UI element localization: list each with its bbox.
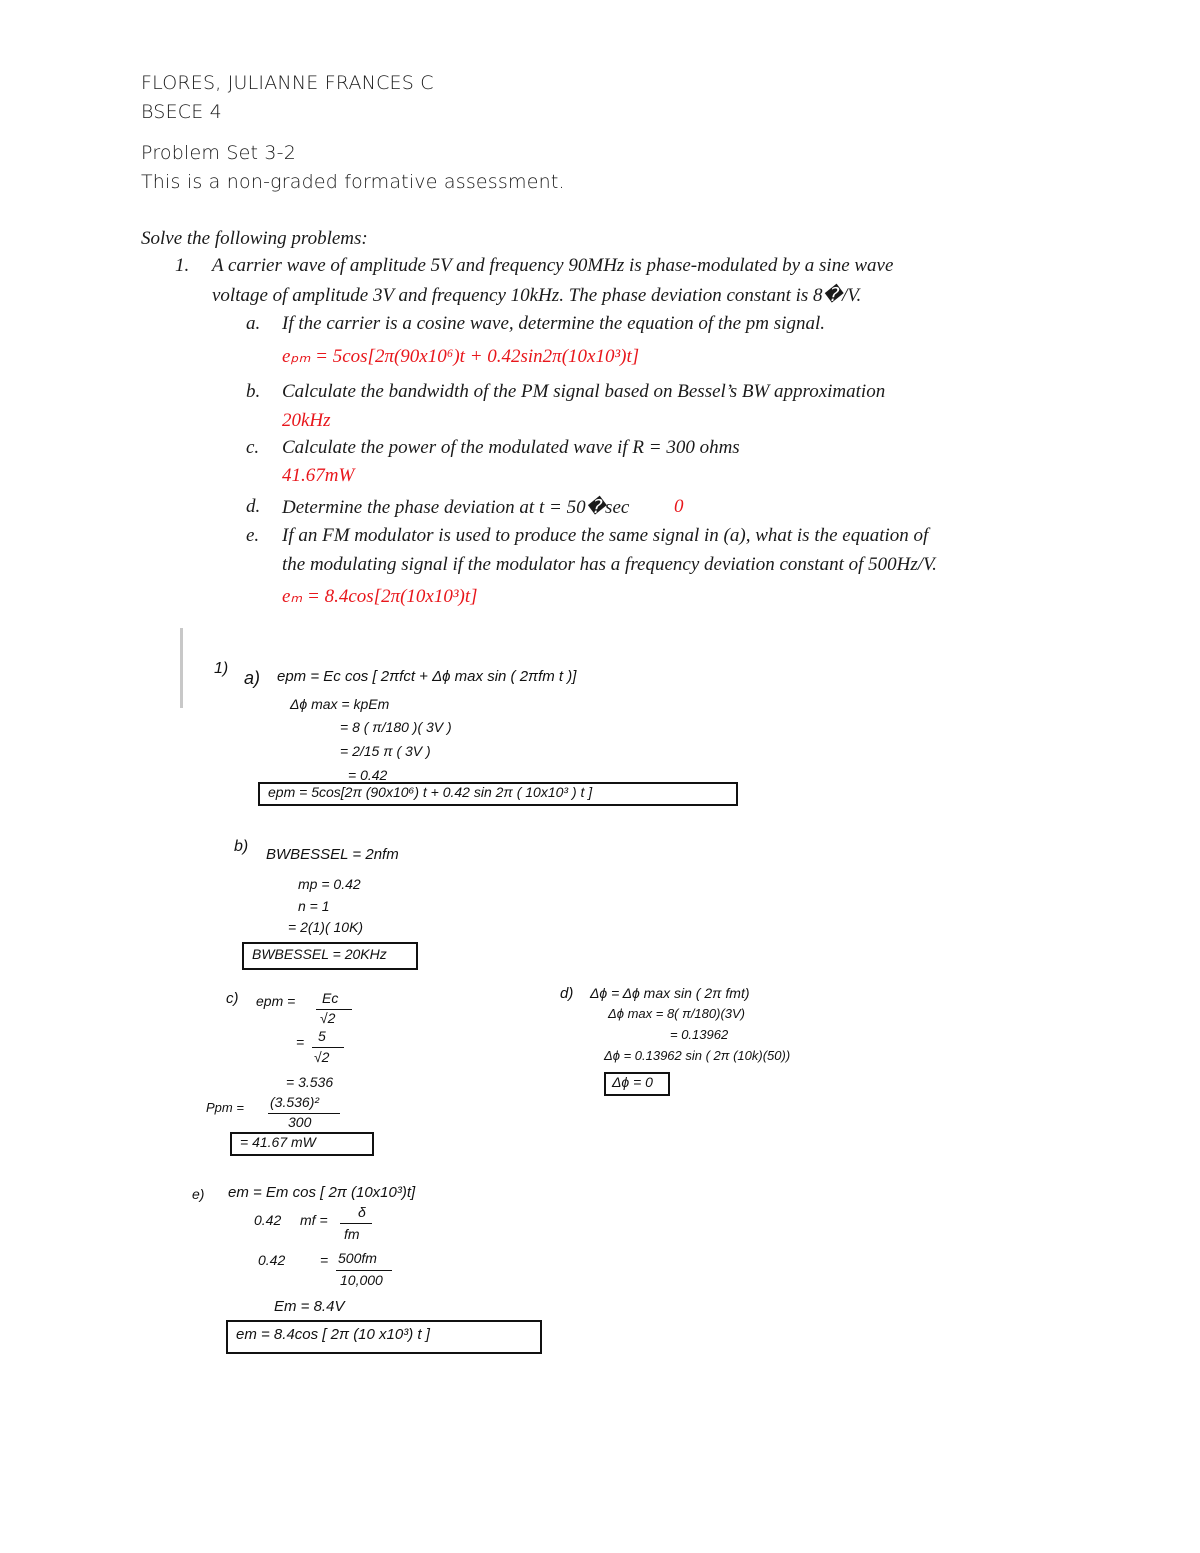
hw-c-den2: √2: [314, 1049, 330, 1065]
hw-c-line1: epm =: [256, 993, 296, 1009]
hw-e-l3a: 0.42: [258, 1252, 286, 1268]
hw-e-line4: Em = 8.4V: [274, 1298, 345, 1315]
hw-c-boxed: = 41.67 mW: [240, 1134, 316, 1150]
hw-c-eq2: =: [296, 1034, 305, 1050]
hw-a-line5: = 0.42: [348, 767, 388, 783]
hw-c-den1: √2: [320, 1010, 336, 1026]
instructions: Solve the following problems:: [141, 228, 368, 249]
hw-e-den2: 10,000: [340, 1272, 383, 1288]
hw-c-line3: = 3.536: [286, 1074, 334, 1090]
part-c-answer: 41.67mW: [282, 465, 355, 486]
problem-number: 1.: [175, 255, 190, 276]
hw-c-den3: 300: [288, 1114, 312, 1130]
hw-b-line3: n = 1: [298, 898, 330, 914]
hw-e-frac2: [336, 1270, 392, 1271]
hw-e-num1: δ: [358, 1204, 366, 1220]
hw-c-ppm: Ppm =: [206, 1100, 244, 1115]
hw-a-label: a): [244, 668, 261, 688]
part-d-answer: 0: [674, 496, 684, 517]
student-section: BSECE 4: [141, 101, 222, 123]
hw-b-line2: mp = 0.42: [298, 876, 361, 892]
part-a-question: If the carrier is a cosine wave, determine the equation of the pm signal.: [282, 313, 825, 334]
part-a-letter: a.: [246, 313, 261, 334]
scan-edge-mark: [180, 628, 183, 708]
hw-e-label: e): [192, 1186, 205, 1202]
hw-d-line3: = 0.13962: [670, 1027, 729, 1042]
hw-problem-label: 1): [214, 660, 229, 677]
part-b-question: Calculate the bandwidth of the PM signal based on Bessel’s BW approximation: [282, 381, 886, 402]
problem-text-line2: voltage of amplitude 3V and frequency 10kHz. The phase deviation constant is 8�/V.: [212, 285, 862, 306]
part-c-letter: c.: [246, 437, 260, 458]
hw-d-line2: Δϕ max = 8( π/180)(3V): [608, 1006, 746, 1021]
student-name: FLORES, JULIANNE FRANCES C: [141, 72, 434, 94]
part-b-letter: b.: [246, 381, 261, 402]
part-c-question: Calculate the power of the modulated wave if R = 300 ohms: [282, 437, 740, 458]
hw-b-label: b): [234, 838, 249, 855]
hw-c-num2: 5: [318, 1028, 326, 1044]
hw-d-line1: Δϕ = Δϕ max sin ( 2π fmt): [590, 985, 750, 1001]
part-e-answer: eₘ = 8.4cos[2π(10x10³)t]: [282, 586, 478, 607]
hw-e-frac1: [340, 1223, 372, 1224]
hw-d-boxed: Δϕ = 0: [612, 1074, 653, 1090]
hw-e-l3b: =: [320, 1252, 329, 1268]
hw-a-line3: = 8 ( π/180 )( 3V ): [340, 719, 452, 735]
problem-set-title: Problem Set 3-2: [141, 142, 296, 164]
hw-a-line4: = 2/15 π ( 3V ): [340, 743, 431, 759]
hw-c-label: c): [226, 990, 239, 1007]
hw-e-line1: em = Em cos [ 2π (10x10³)t]: [228, 1184, 416, 1201]
part-b-answer: 20kHz: [282, 410, 331, 431]
hw-e-l2a: 0.42: [254, 1212, 282, 1228]
hw-b-line4: = 2(1)( 10K): [288, 919, 364, 935]
hw-e-den1: fm: [344, 1226, 360, 1242]
hw-e-l2b: mf =: [300, 1212, 328, 1228]
part-e-question-line1: If an FM modulator is used to produce the same signal in (a), what is the equation of: [282, 525, 929, 546]
part-e-letter: e.: [246, 525, 260, 546]
hw-a-line2: Δϕ max = kpEm: [290, 696, 390, 712]
hw-c-num1: Ec: [322, 990, 339, 1006]
hw-d-label: d): [560, 985, 574, 1002]
hw-a-boxed: epm = 5cos[2π (90x10⁶) t + 0.42 sin 2π ( 10x10³ ) t ]: [268, 784, 593, 800]
part-e-question-line2: the modulating signal if the modulator has a frequency deviation constant of 500Hz/V.: [282, 554, 937, 575]
assessment-note: This is a non-graded formative assessment.: [141, 171, 565, 193]
hw-a-line1: epm = Ec cos [ 2πfct + Δϕ max sin ( 2πfm t )]: [277, 668, 577, 685]
problem-text-line1: A carrier wave of amplitude 5V and frequency 90MHz is phase-modulated by a sine wave: [212, 255, 894, 276]
part-a-answer: eₚₘ = 5cos[2π(90x10⁶)t + 0.42sin2π(10x10³)t]: [282, 346, 640, 367]
hw-b-boxed: BWBESSEL = 20KHz: [252, 946, 387, 962]
hw-e-boxed: em = 8.4cos [ 2π (10 x10³) t ]: [236, 1326, 430, 1343]
hw-c-frac2: [312, 1047, 344, 1048]
part-d-question: Determine the phase deviation at t = 50�sec: [282, 497, 630, 518]
hw-d-line4: Δϕ = 0.13962 sin ( 2π (10k)(50)): [604, 1048, 791, 1063]
hw-c-num3: (3.536)²: [270, 1094, 320, 1110]
part-d-letter: d.: [246, 496, 261, 517]
hw-e-num2: 500fm: [338, 1250, 377, 1266]
hw-b-line1: BWBESSEL = 2nfm: [266, 846, 399, 863]
